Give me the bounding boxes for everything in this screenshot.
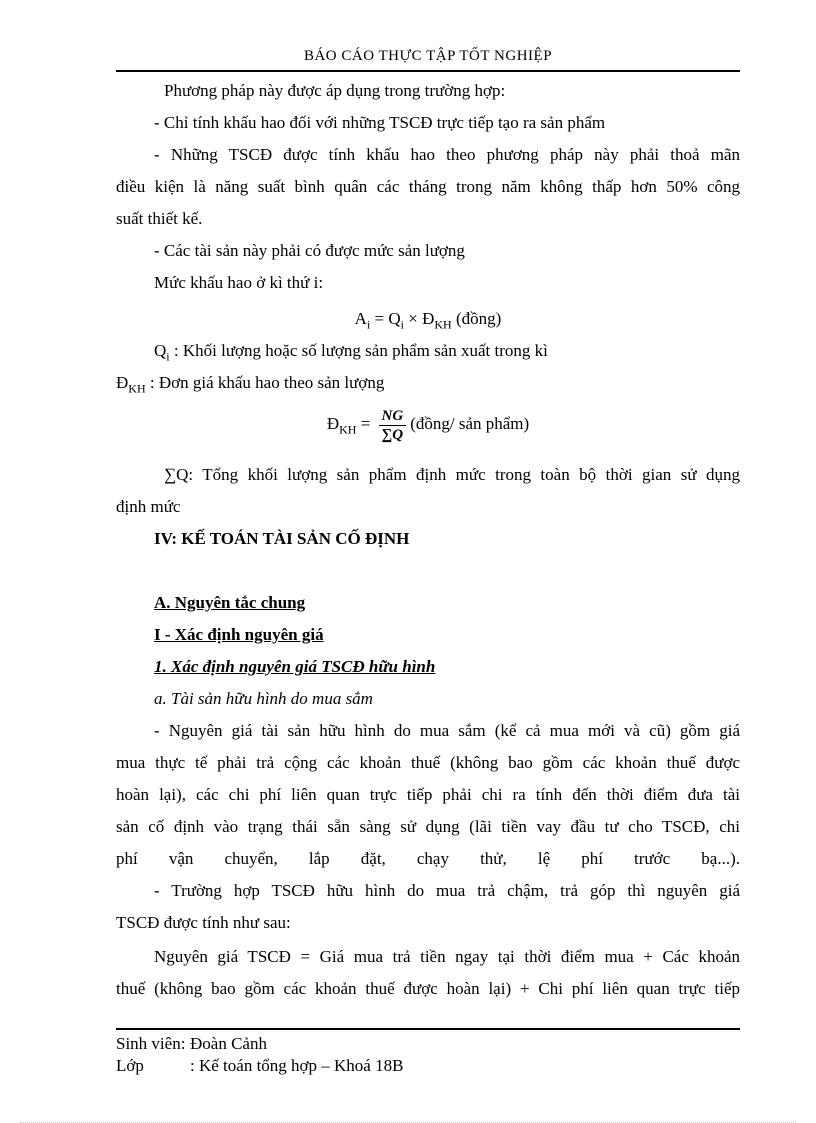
- section-heading-iv: IV: KẾ TOÁN TÀI SẢN CỐ ĐỊNH: [154, 529, 410, 548]
- heading-1: 1. Xác định nguyên giá TSCĐ hữu hình: [154, 657, 436, 676]
- formula-unit-price: $Đ_{KH}$ = $\frac{NG}{\sum Q}$ (đồng/ sản phẩm): [326, 407, 530, 443]
- formula-depreciation: $A_i = Q_i$ × $Đ_{KH}$ (đồng): [354, 309, 502, 332]
- header-rule: [116, 70, 740, 72]
- paragraph: điều kiện là năng suất bình quân các tháng trong năm không thấp hơn 50% công: [116, 177, 740, 196]
- definition-dkh: $Đ_{KH}$ : Đơn giá khấu hao theo sản lượng: [116, 373, 385, 396]
- definition-qi: $Q_i$ : Khối lượng hoặc số lượng sản phẩm sản xuất trong kì: [154, 341, 548, 364]
- paragraph: Mức khấu hao ở kì thứ i:: [154, 273, 324, 292]
- paragraph: mua thực tế phải trả cộng các khoản thuế (không bao gồm các khoản thuế được: [116, 753, 740, 772]
- paragraph: - Những TSCĐ được tính khấu hao theo phương pháp này phải thoả mãn: [154, 145, 740, 164]
- paragraph: hoàn lại), các chi phí liên quan trực tiếp phải chi ra tính đến thời điểm đưa tài: [116, 785, 740, 804]
- paragraph: định mức: [116, 497, 181, 516]
- paragraph: Phương pháp này được áp dụng trong trường hợp:: [164, 81, 506, 100]
- heading-a: A. Nguyên tắc chung: [154, 593, 306, 612]
- paragraph: TSCĐ được tính như sau:: [116, 913, 291, 932]
- paragraph: - Nguyên giá tài sản hữu hình do mua sắm (kể cả mua mới và cũ) gồm giá: [154, 721, 740, 740]
- paragraph: thuế (không bao gồm các khoản thuế được hoàn lại) + Chi phí liên quan trực tiếp: [116, 979, 740, 998]
- footer-class: Lớp : Kế toán tổng hợp – Khoá 18B: [116, 1056, 404, 1075]
- footer-rule: [116, 1028, 740, 1030]
- paragraph: suất thiết kế.: [116, 209, 203, 228]
- page-header-title: BÁO CÁO THỰC TẬP TỐT NGHIỆP: [303, 48, 553, 64]
- paragraph: Nguyên giá TSCĐ = Giá mua trả tiền ngay tại thời điểm mua + Các khoản: [154, 947, 740, 966]
- paragraph: ∑Q: Tổng khối lượng sản phẩm định mức trong toàn bộ thời gian sử dụng: [164, 465, 740, 484]
- paragraph: phí vận chuyển, lắp đặt, chạy thử, lệ phí trước bạ...).: [116, 849, 740, 868]
- heading-a-small: a. Tài sản hữu hình do mua sắm: [154, 689, 373, 708]
- fraction: $\frac{NG}{\sum Q}$: [379, 407, 407, 444]
- paragraph: - Các tài sản này phải có được mức sản lượng: [154, 241, 465, 260]
- footer-student: Sinh viên: Đoàn Cảnh: [116, 1034, 267, 1053]
- heading-i: I - Xác định nguyên giá: [154, 625, 324, 644]
- paragraph: sản cố định vào trạng thái sẵn sàng sử dụng (lãi tiền vay đầu tư cho TSCĐ, chi: [116, 817, 740, 836]
- paragraph: - Chỉ tính khấu hao đối với những TSCĐ trực tiếp tạo ra sản phẩm: [154, 113, 606, 132]
- paragraph: - Trường hợp TSCĐ hữu hình do mua trả chậm, trả góp thì nguyên giá: [154, 881, 740, 900]
